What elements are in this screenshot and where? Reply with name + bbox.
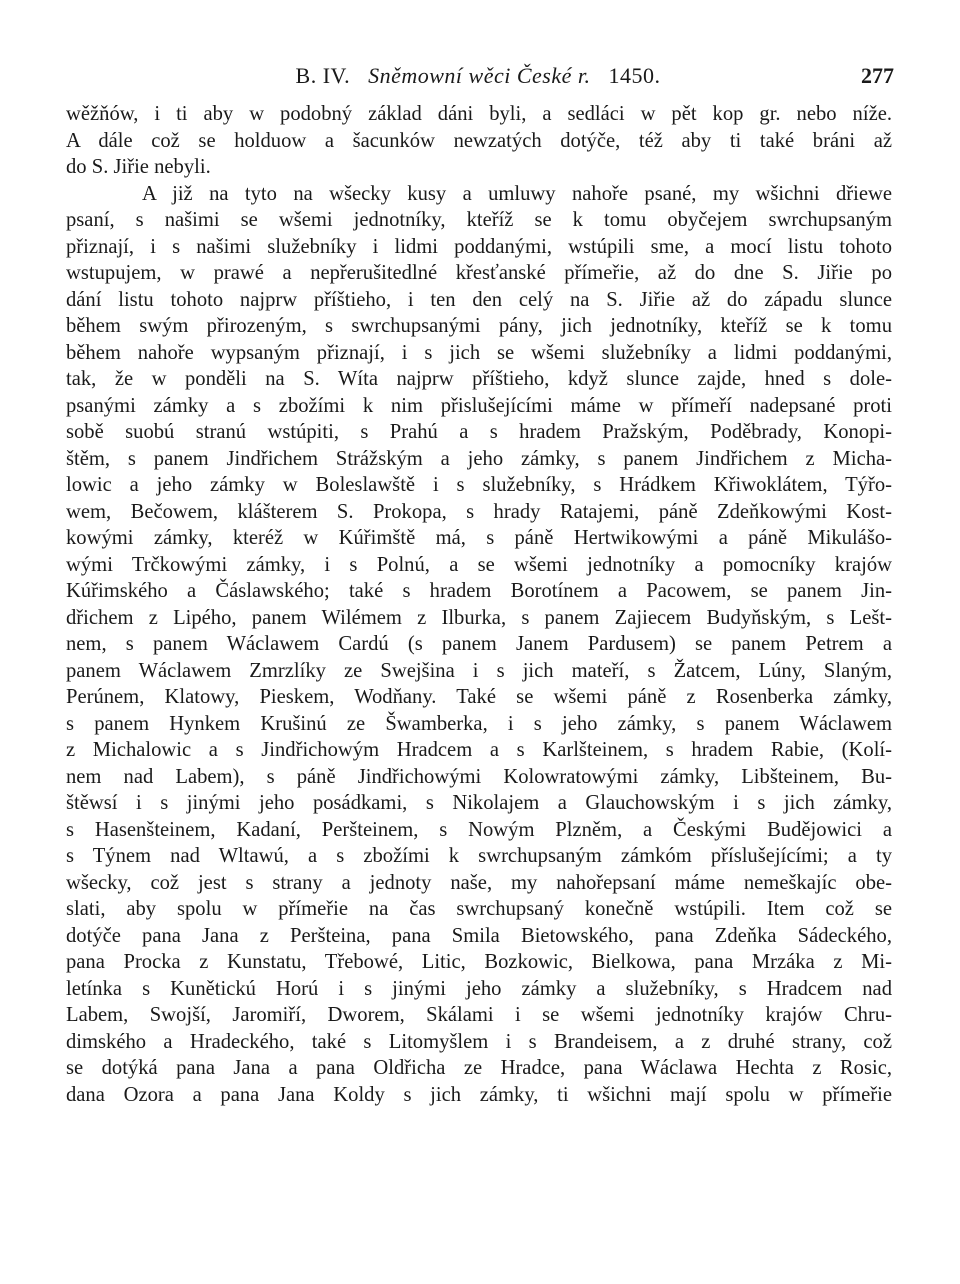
text-line: wšecky, což jest s strany a jednoty naše, my nahořepsaní máme nemeškajíc obe- (66, 871, 892, 894)
running-head-title (62, 60, 894, 92)
text-line: letínka s Kunětickú Horú i s jinými jeho zámky a služebníky, s Hradcem nad (66, 977, 892, 1000)
text-line: Labem, Swojší, Jaromiří, Dworem, Skálami i se wšemi jednotníky krajów Chru- (66, 1004, 892, 1026)
text-line: přiznají, i s našimi služebníky i lidmi poddanými, wstúpili sme, a mocí listu tohoto (66, 235, 892, 258)
text-line: kowými zámky, kteréž w Kúřimště má, s páně Hertwikowými a páně Mikulášo- (66, 527, 892, 549)
text-line: z Michalowic a s Jindřichowým Hradcem a s Karlšteinem, s hradem Rabie, (Kolí- (66, 739, 892, 761)
text-line: Perúnem, Klatowy, Pieskem, Wodňany. Také se wšemi páně z Rosenberka zámky, (66, 686, 892, 708)
year: 1450. (608, 63, 661, 88)
text-line: wstupujem, w prawé a nepřerušitedlné křesťanské přímeřie, až do dne S. Jiřie po (66, 262, 892, 284)
text-line: psanými zámky a s zbožími k nim přislušejícími máme w přímeří nadepsané proti (66, 394, 892, 417)
text-line: wem, Bečowem, klášterem S. Prokopa, s hrady Ratajemi, páně Zdeňkowými Kost- (66, 500, 892, 523)
text-line: s panem Hynkem Krušinú ze Šwamberka, i s jeho zámky, s panem Wáclawem (66, 712, 892, 735)
text-line: tak, že w ponděli na S. Wíta najprw příštieho, když slunce zajde, hned s dole- (66, 368, 892, 390)
text-line: s Hasenšteinem, Kadaní, Peršteinem, s Nowým Plzněm, a Českými Budějowici a (66, 818, 892, 841)
chapter-title: Sněmowní wěci České r. (368, 63, 591, 88)
text-line: wěžňów, i ti aby w podobný základ dáni byli, a sedláci w pět kop gr. nebo níže. (66, 103, 892, 125)
text-line: nem, s panem Wáclawem Cardú (s panem Janem Pardusem) se panem Petrem a (66, 633, 892, 655)
text-line: během swým přirozeným, s swrchupsanými pány, jich jednotníky, kteříž se k tomu (66, 315, 892, 337)
text-line: psaní, s našimi se wšemi jednotníky, kteříž se k tomu obyčejem swrchupsaným (66, 209, 892, 231)
text-line: štěwsí i s jinými jeho posádkami, s Nikolajem a Glauchowským i s jich zámky, (66, 792, 892, 814)
text-line: dimského a Hradeckého, také s Litomyšlem i s Brandeisem, a z druhé strany, což (66, 1030, 892, 1053)
text-line: s Týnem nad Wltawú, a s zbožími k swrchupsaným zámkóm příslušejícími; a ty (66, 845, 892, 867)
text-line: dana Ozora a pana Jana Koldy s jich zámky, ti wšichni mají spolu w přímeřie (66, 1083, 892, 1106)
text-line: dání listu tohoto najprw příštieho, i ten den celý na S. Jiřie až do západu slunce (66, 288, 892, 311)
paragraph-first-line: A již na tyto na wšecky kusy a umluwy nahoře psané, my wšichni dřiewe (142, 182, 892, 205)
text-line: sobě suobú stranú wstúpiti, s Prahú a s hradem Pražským, Poděbrady, Konopi- (66, 421, 892, 443)
text-line: se dotýká pana Jana a pana Oldřicha ze Hradce, pana Wáclawa Hechta z Rosic, (66, 1057, 892, 1079)
text-line: nem nad Labem), s páně Jindřichowými Kolowratowými zámky, Libšteinem, Bu- (66, 765, 892, 788)
text-line: dotýče pana Jana z Peršteina, pana Smila Bietowského, pana Zdeňka Sádeckého, (66, 924, 892, 947)
running-head (62, 60, 894, 92)
text-line: pana Procka z Kunstatu, Třebowé, Litic, Bozkowic, Bielkowa, pana Mrzáka z Mi- (66, 951, 892, 973)
text-line: wými Trčkowými zámky, i s Polnú, a se wšemi jednotníky a pomocníky krajów (66, 553, 892, 576)
section-number: B. IV. (295, 63, 351, 88)
text-line: dřichem z Lipého, panem Wilémem z Ilburka, s panem Zajiecem Budyňským, s Lešt- (66, 606, 892, 629)
text-line: během nahoře wypsaným přiznají, i s jich se wšemi služebníky a lidmi poddanými, (66, 341, 892, 364)
text-line: do S. Jiřie nebyli. (66, 156, 211, 178)
page-number: 277 (861, 63, 894, 88)
text-line: slati, aby spolu w přímeřie na čas swrchupsaný konečně wstúpili. Item což se (66, 898, 892, 920)
body-text (66, 101, 892, 1108)
text-line: štěm, s panem Jindřichem Strážským a jeho zámky, s panem Jindřichem z Micha- (66, 447, 892, 470)
text-line: Kúřimského a Čáslawského; také s hradem Borotínem a Pacowem, se panem Jin- (66, 580, 892, 602)
text-line: A dále což se holduow a šacunków newzatých dotýče, též aby ti také bráni až (66, 129, 892, 152)
text-line: panem Wáclawem Zmrzlíky ze Swejšina i s jich mateří, s Žatcem, Lúny, Slaným, (66, 659, 892, 682)
text-line: lowic a jeho zámky w Boleslawště i s služebníky, s Hrádkem Křiwoklátem, Týřo- (66, 474, 892, 496)
